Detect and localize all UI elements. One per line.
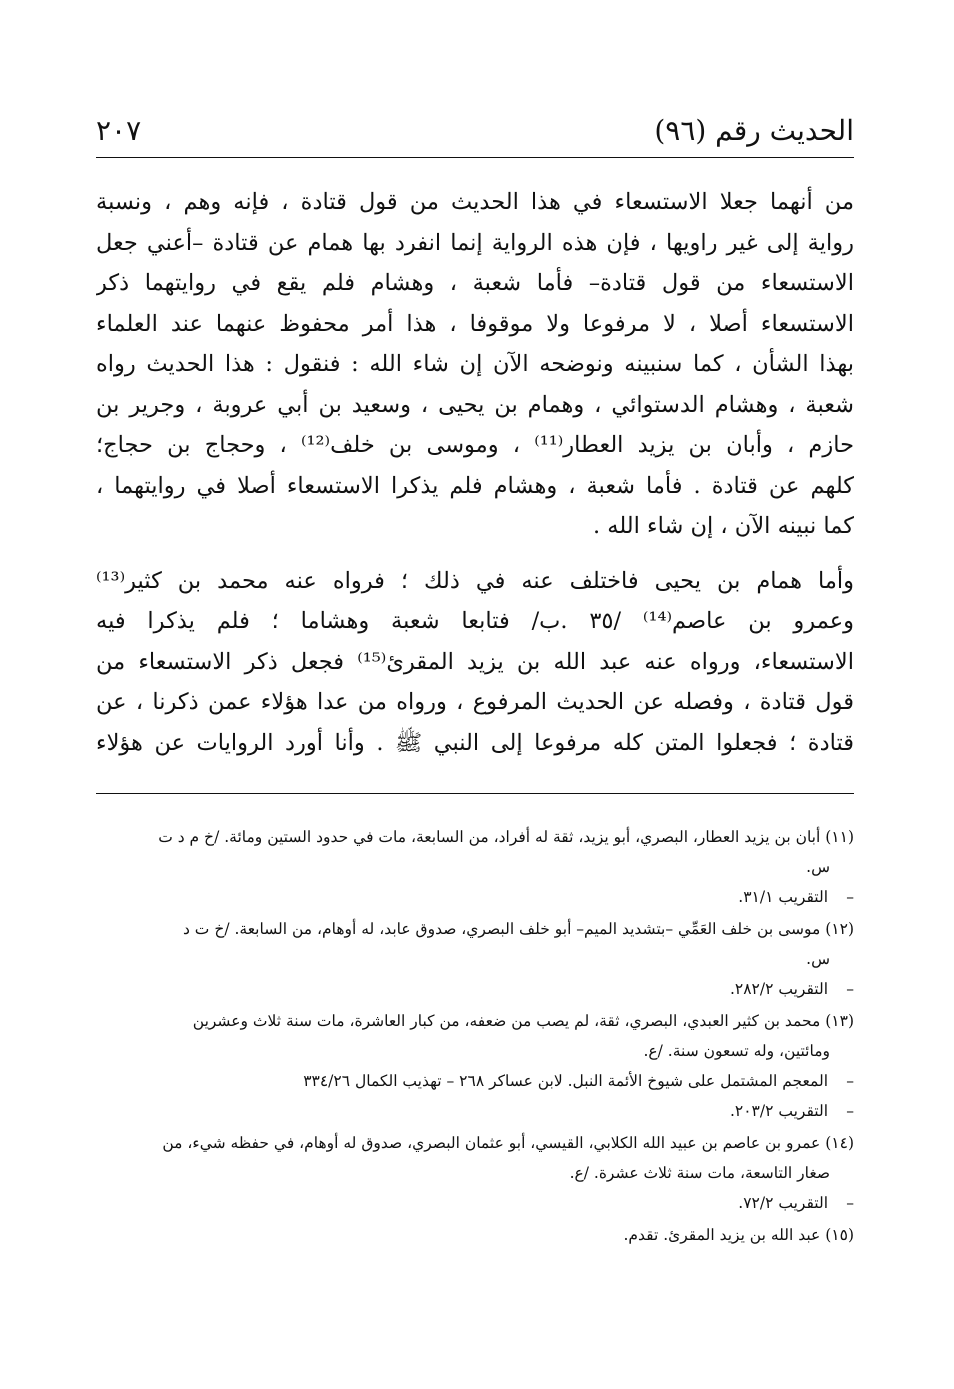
dash-mark: – [846, 888, 854, 906]
header-divider [96, 157, 854, 158]
text-line: كلهم عن قتادة . فأما شعبة ، وهشام فلم يذكرا الاستسعاء أصلا في روايتهما ، [96, 472, 854, 499]
footnote-reference [80, 974, 854, 1004]
footnote-text: س. [806, 950, 830, 968]
footnote-reference [80, 1066, 854, 1096]
text-line: الاستسعاء، ورواه عنه عبد الله بن يزيد المقرئ⁽¹⁵⁾ فجعل ذكر الاستسعاء من [96, 648, 854, 675]
footnote-15 [80, 1220, 854, 1250]
footnote-13 [80, 1006, 854, 1126]
main-text [96, 182, 854, 763]
footnotes [80, 822, 854, 1252]
text-line: شعبة ، وهشام الدستوائي ، وهمام بن يحيى ، وسعيد بن أبي عروبة ، وجرير بن [96, 391, 854, 418]
text-line: وأما همام بن يحيى فاختلف عنه في ذلك ؛ فرواه عنه محمد بن كثير⁽¹³⁾ [96, 567, 854, 594]
footnote-text: (١٢) موسى بن خلف العَمِّي –بتشديد الميم– أبو خلف البصري، صدوق عابد، له أوهام، من السابعة. /خ ت د [182, 920, 854, 938]
text-line: رواية إلى غير راويها ، فإن هذه الرواية إنما انفرد بها همام عن قتادة –أعني جعل [96, 229, 854, 256]
footnote-14 [80, 1128, 854, 1218]
footnote-text: (١٣) محمد بن كثير العبدي، البصري، ثقة، لم يصب من ضعفه، من كبار العاشرة، مات سنة ثلاث وعشرين [192, 1012, 854, 1030]
footnote-text: (١١) أبان بن يزيد العطار، البصري، أبو يزيد، ثقة له أفراد، من السابعة، مات في حدود الستين ومائة. /خ م د ت [158, 828, 854, 846]
text-line: قتادة ؛ فجعلوا المتن كله مرفوعا إلى النبي ﷺ . وأنا أورد الروايات عن هؤلاء [96, 729, 854, 756]
reference-text: المعجم المشتمل على شيوخ الأئمة النبل. لابن عساكر ٢٦٨ – تهذيب الكمال ٣٣٤/٢٦ [303, 1072, 828, 1090]
text-line: قول قتادة ، وفصله عن الحديث المرفوع ، ورواه من عدا هؤلاء عمن ذكرنا ، عن [96, 689, 854, 715]
footnote-text: صغار التاسعة، مات سنة ثلاث عشرة. /ع. [569, 1164, 830, 1182]
dash-mark: – [846, 1072, 854, 1090]
footnote-text: س. [806, 858, 830, 876]
text-line: وعمرو بن عاصم⁽¹⁴⁾ /٣٥ .ب/ فتابعا شعبة وهشاما ؛ فلم يذكرا فيه [96, 608, 854, 634]
dash-mark: – [846, 1194, 854, 1212]
running-header [96, 108, 854, 152]
footnote-reference [80, 882, 854, 912]
header-title: الحديث رقم (٩٦) [654, 113, 854, 147]
reference-text: التقريب ٢٨٢/٢. [729, 980, 828, 998]
text-line: كما نبينه الآن ، إن شاء الله . [592, 513, 854, 539]
paragraph-2 [96, 561, 854, 764]
footnote-11 [80, 822, 854, 912]
footnote-reference [80, 1188, 854, 1218]
dash-mark: – [846, 980, 854, 998]
footnote-text: (١٤) عمرو بن عاصم بن عبيد الله الكلابي، القيسي، أبو عثمان البصري، صدوق له أوهام، في حفظه شيء، من [162, 1134, 854, 1152]
footnote-divider [96, 793, 854, 794]
text-line: من أنهما جعلا الاستسعاء في هذا الحديث من قول قتادة ، فإنه وهم ، ونسبة [96, 189, 854, 215]
footnote-text: ومائتين، وله تسعون سنة. /ع. [643, 1042, 830, 1060]
text-line: الاستسعاء من قول قتادة– فأما شعبة ، وهشام فلم يقع في روايتهما ذكر [96, 270, 854, 296]
dash-mark: – [846, 1102, 854, 1120]
text-line: حازم ، وأبان بن يزيد العطار⁽¹¹⁾ ، وموسى بن خلف⁽¹²⁾ ، وحجاج بن حجاج؛ [96, 432, 854, 458]
text-line: بهذا الشأن ، كما سنبينه ونوضحه الآن إن شاء الله : فنقول : هذا الحديث رواه [96, 351, 854, 377]
footnote-text: (١٥) عبد الله بن يزيد المقرئ. تقدم. [623, 1226, 854, 1244]
reference-text: التقريب ٧٢/٢. [738, 1194, 828, 1212]
footnote-reference [80, 1096, 854, 1126]
paragraph-1 [96, 182, 854, 547]
reference-text: التقريب ٢٠٣/٢. [729, 1102, 828, 1120]
page-number: ٢٠٧ [96, 113, 142, 147]
reference-text: التقريب ٣١/١. [738, 888, 828, 906]
text-line: الاستسعاء أصلا ، لا مرفوعا ولا موقوفا ، هذا أمر محفوظ عنهما عند العلماء [96, 310, 854, 337]
footnote-12 [80, 914, 854, 1004]
